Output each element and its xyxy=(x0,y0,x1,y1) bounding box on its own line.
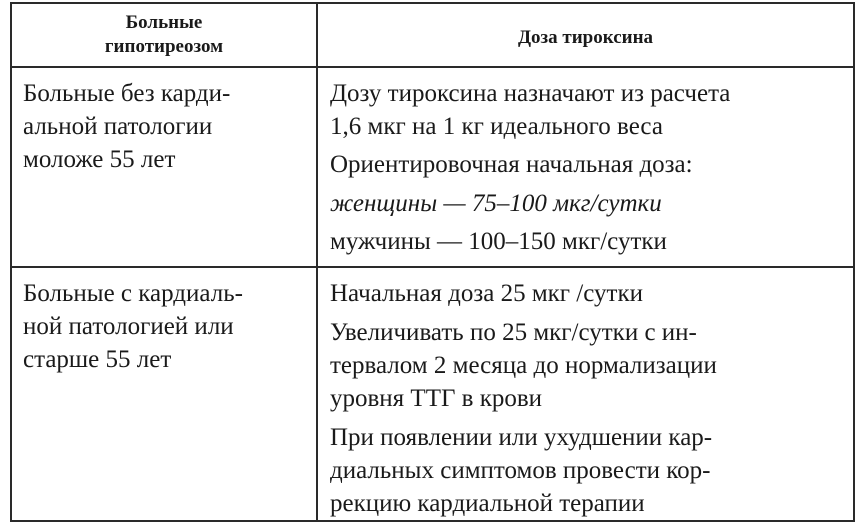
dosage-table xyxy=(10,2,855,522)
header-dose-label: Доза тироксина xyxy=(517,27,654,48)
header-row xyxy=(11,3,854,67)
row1-initial-dose-heading: Ориентировочная начальная доза: xyxy=(330,151,693,178)
row2-increase-line: Увеличивать по 25 мкг/сутки с ин- xyxy=(330,319,697,346)
header-patients-line1: Больные xyxy=(125,12,203,33)
row1-left-line: Больные без карди- xyxy=(23,80,231,107)
header-patients xyxy=(11,3,317,67)
header-dose xyxy=(317,3,854,67)
row2-patient-group xyxy=(11,267,317,521)
row2-initial-dose: Начальная доза 25 мкг /сутки xyxy=(330,280,643,307)
row2-increase-line: уровня ТТГ в крови xyxy=(330,385,543,412)
row2-cardiac-line: рекцию кардиальной терапии xyxy=(330,490,645,517)
row1-dose-rule-line: Дозу тироксина назначают из расчета xyxy=(330,80,731,107)
row2-cardiac-line: диальных симптомов провести кор- xyxy=(330,457,711,484)
row2-increase-rule xyxy=(330,310,843,415)
table-row xyxy=(11,67,854,267)
header-patients-line2: гипотиреозом xyxy=(104,36,224,57)
row1-dose-rule xyxy=(330,68,843,143)
row2-left-line: ной патологией или xyxy=(23,313,234,340)
row1-men-dose-text: мужчины — 100–150 мкг/сутки xyxy=(330,228,667,255)
row1-women-dose-text: женщины — 75–100 мкг/сутки xyxy=(330,190,662,217)
row2-increase-line: тервалом 2 месяца до нормализации xyxy=(330,352,717,379)
row1-dose-info xyxy=(317,67,854,267)
row1-patient-group xyxy=(11,67,317,267)
row1-women-dose xyxy=(330,181,843,220)
row2-dose-info xyxy=(317,267,854,521)
row2-left-line: Больные с кардиаль- xyxy=(23,280,243,307)
row1-dose-rule-line: 1,6 мкг на 1 кг идеального веса xyxy=(330,113,663,140)
row1-left-line: моложе 55 лет xyxy=(23,146,176,173)
row2-cardiac-note xyxy=(330,415,843,520)
row2-left-line: старше 55 лет xyxy=(23,346,172,373)
table-row xyxy=(11,267,854,521)
row1-left-line: альной патологии xyxy=(23,113,213,140)
row2-cardiac-line: При появлении или ухудшении кар- xyxy=(330,424,713,451)
row1-men-dose xyxy=(330,220,843,258)
